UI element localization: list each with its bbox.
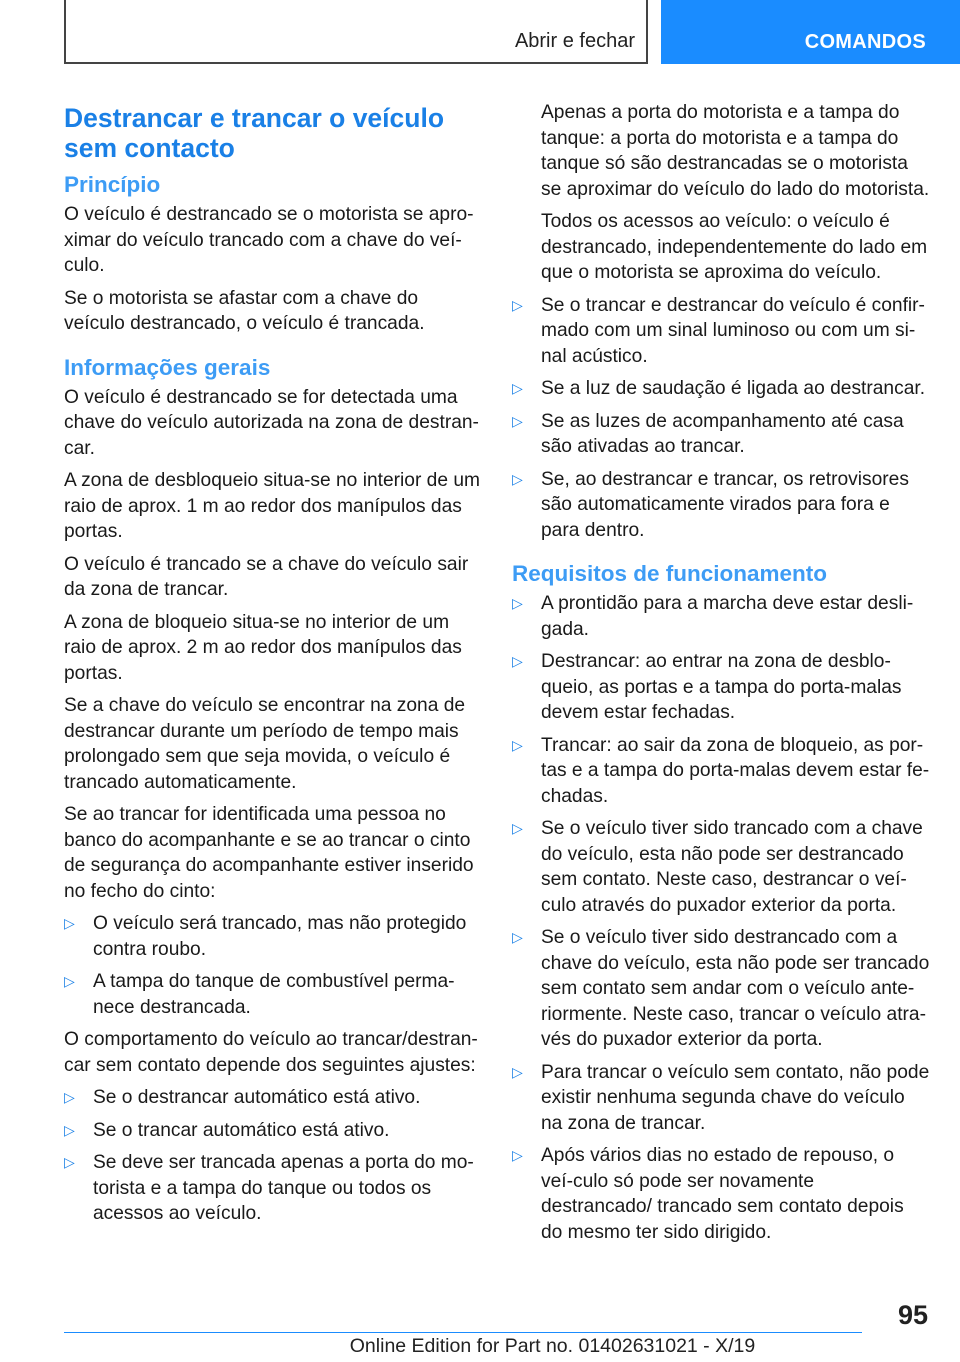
list-item-text: Destrancar: ao entrar na zona de desblo-queio, as portas e a tampa do porta-malas devem estar fechadas. [541,651,902,723]
triangle-bullet-icon: ▷ [64,915,75,931]
list-item-text: Se o destrancar automático está ativo. [93,1087,421,1108]
list-item-text: Se o trancar automático está ativo. [93,1119,390,1141]
list-item [512,925,930,1053]
triangle-bullet-icon: ▷ [512,736,523,753]
triangle-bullet-icon: ▷ [512,470,523,487]
triangle-bullet-icon: ▷ [512,653,523,669]
list-item [64,911,482,962]
paragraph: A zona de bloqueio situa-se no interior de um raio de aprox. 2 m ao redor dos manípulos das portas. [64,611,462,684]
list-item-text: Se o veículo tiver sido trancado com a chave do veículo, esta não pode ser destrancado sem contato. Neste caso, destrancar o veí-culo através do puxador exterior da porta. [541,818,923,916]
list-item-text: Se o veículo tiver sido destrancado com a chave do veículo, esta não pode ser trancado sem contato sem andar com o veículo ante-riormente. Neste caso, trancar o veículo atra-vés do puxador exterior da porta. [541,927,930,1050]
sub-paragraph: Apenas a porta do motorista e a tampa do tanque: a porta do motorista e a tampa do tanque só são destrancadas se o motorista se aproximar do veículo do lado do motorista. [541,102,930,200]
section-title: Abrir e fechar [514,30,635,52]
paragraph: Se ao trancar for identificada uma pessoa no banco do acompanhante e se ao trancar o cinto de segurança do acompanhante estiver inserido no fecho do cinto: [64,804,474,902]
list-item [512,1143,930,1245]
paragraph: O veículo é destrancado se for detectada uma chave do veículo autorizada na zona de destran-car. [64,386,479,459]
list-item-text: Se a luz de saudação é ligada ao destrancar. [541,378,926,399]
list-item [512,649,930,726]
triangle-bullet-icon: ▷ [64,1154,75,1170]
list-item-text: Se deve ser trancada apenas a porta do mo-torista e a tampa do tanque ou todos os acessos ao veículo. [93,1152,474,1224]
footer-edition-text: Online Edition for Part no. 01402631021 - X/19 [349,1335,756,1357]
right-column [512,100,930,1252]
list-item-text: Se as luzes de acompanhamento até casa são ativadas ao trancar. [541,410,904,457]
paragraph: O veículo é destrancado se o motorista se apro-ximar do veículo trancado com a chave do veí-culo. [64,204,474,276]
paragraph: O veículo é trancado se a chave do veículo sair da zona de trancar. [64,553,469,600]
chapter-title: COMANDOS [804,31,926,53]
triangle-bullet-icon: ▷ [512,1063,523,1080]
bullet-list [512,293,930,544]
list-item-text: Após vários dias no estado de repouso, o veí-culo só pode ser novamente destrancado/ trancado sem contato depois do mesmo ter sido dirigido. [541,1145,904,1243]
list-item [64,1118,482,1144]
left-column [64,100,482,1234]
chapter-tab [661,0,960,64]
list-item [512,409,930,460]
triangle-bullet-icon: ▷ [512,296,523,313]
bullet-list [64,1085,482,1227]
triangle-bullet-icon: ▷ [512,929,523,945]
list-item-text: A tampa do tanque de combustível perma-nece destrancada. [93,971,455,1018]
footer-edition [0,1335,960,1358]
paragraph: Se o motorista se afastar com a chave do veículo destrancado, o veículo é trancada. [64,287,425,334]
list-item [64,969,482,1020]
sub-paragraph: Todos os acessos ao veículo: o veículo é destrancado, independentemente do lado em que o motorista se aproxima do veículo. [541,211,928,283]
page-number: 95 [897,1300,928,1330]
bullet-list [64,911,482,1020]
list-item [64,1085,482,1111]
list-item [512,376,930,402]
list-item-text: Se o trancar e destrancar do veículo é confir-mado com um sinal luminoso ou com um si-nal acústico. [541,294,925,367]
list-item-text: Trancar: ao sair da zona de bloqueio, as por-tas e a tampa do porta-malas devem estar fe-chadas. [541,734,930,807]
heading-requisitos: Requisitos de funcionamento [512,561,828,586]
triangle-bullet-icon: ▷ [64,1121,75,1138]
paragraph: Se a chave do veículo se encontrar na zona de destrancar durante um período de tempo mais prolongado sem que seja movida, o veículo é trancado automaticamente. [64,695,466,793]
paragraph: O comportamento do veículo ao trancar/destran-car sem contato depende dos seguintes ajustes: [64,1029,478,1076]
footer-divider [64,1332,862,1333]
heading-principio: Princípio [64,172,161,197]
list-item-text: Para trancar o veículo sem contato, não pode existir nenhuma segunda chave do veículo na zona de trancar. [541,1061,930,1134]
triangle-bullet-icon: ▷ [512,1147,523,1163]
list-item [512,733,930,810]
list-item [512,591,930,642]
list-item [512,293,930,370]
triangle-bullet-icon: ▷ [64,973,75,989]
triangle-bullet-icon: ▷ [512,412,523,429]
list-item [512,816,930,918]
triangle-bullet-icon: ▷ [64,1089,75,1105]
bullet-list [512,591,930,1245]
list-item [512,467,930,544]
page-title: Destrancar e trancar o veículo sem contacto [64,103,445,163]
triangle-bullet-icon: ▷ [512,595,523,611]
paragraph: A zona de desbloqueio situa-se no interior de um raio de aprox. 1 m ao redor dos manípulos das portas. [64,470,480,542]
list-item-text: A prontidão para a marcha deve estar desli-gada. [541,593,914,640]
list-item-text: Se, ao destrancar e trancar, os retrovisores são automaticamente virados para fora e para dentro. [541,468,909,541]
heading-info: Informações gerais [64,354,271,380]
list-item [512,1060,930,1137]
triangle-bullet-icon: ▷ [512,820,523,836]
triangle-bullet-icon: ▷ [512,380,523,396]
list-item-text: O veículo será trancado, mas não protegido contra roubo. [93,913,467,960]
list-item [64,1150,482,1227]
